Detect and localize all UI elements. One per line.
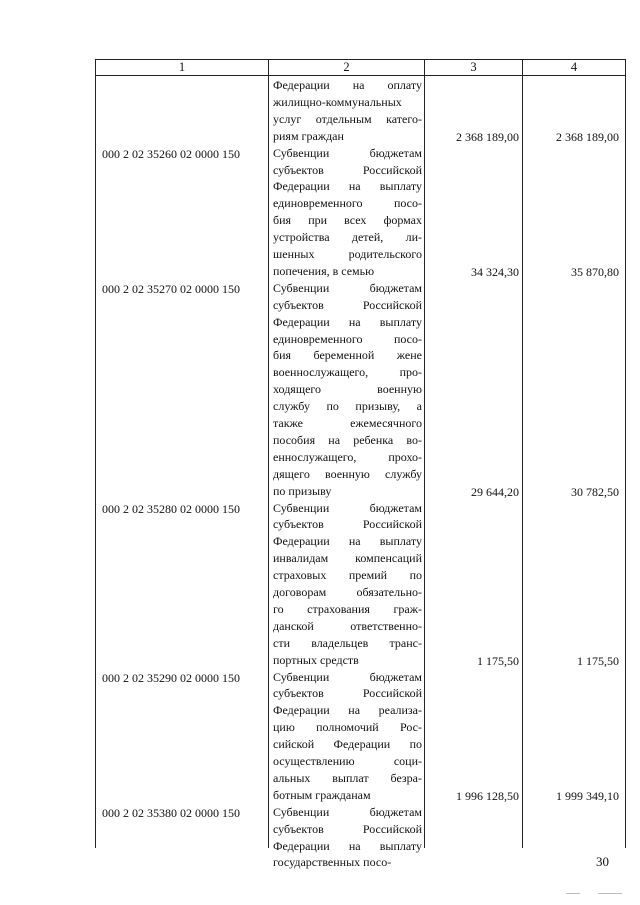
row-2-description [273,500,422,669]
value-col-3: 34 324,30 [471,264,519,279]
description-line: альных выплат безра- [273,770,422,785]
description-line: Федерации на выплату [273,838,422,853]
description-line: Субвенции бюджетам [273,145,422,160]
description-line: Федерации на выплату [273,314,422,329]
column-header-1: 1 [178,60,186,74]
description-line: цию полномочий Рос- [273,720,422,735]
continuation-description [273,77,422,145]
description-line: Субвенции бюджетам [273,280,422,295]
description-line: субъектов Российской [273,162,422,177]
description-line: жилищно-коммунальных [273,94,402,109]
value-col-4: 1 175,50 [577,653,619,668]
description-line: субъектов Российской [273,517,422,532]
value-col-4: 2 368 189,00 [556,129,619,144]
description-line: бия беременной жене [273,348,422,363]
description-line: службу по призыву, а [273,399,422,414]
value-col-4: 30 782,50 [571,484,619,499]
description-line: государственных посо- [273,855,392,870]
description-line: данской ответственно- [273,618,422,633]
description-line: по призыву [273,483,332,498]
description-line: ходящего военную [273,382,422,397]
description-line: устройства детей, ли- [273,230,422,245]
description-line: сти владельцев транс- [273,635,422,650]
description-line: Федерации на выплату [273,179,422,194]
value-col-3: 1 996 128,50 [456,788,519,803]
budget-code: 000 2 02 35280 02 0000 150 [102,501,240,516]
value-col-4: 1 999 349,10 [556,788,619,803]
description-line: субъектов Российской [273,297,422,312]
scan-mark [598,893,622,894]
budget-code: 000 2 02 35380 02 0000 150 [102,805,240,820]
column-divider [424,60,425,848]
column-divider [268,60,269,848]
description-line: дящего военную службу [273,466,422,481]
budget-code: 000 2 02 35290 02 0000 150 [102,670,240,685]
description-line: также ежемесячного [273,416,422,431]
description-line: единовременного посо- [273,196,422,211]
description-line: военнослужащего, про- [273,365,422,380]
value-col-3: 2 368 189,00 [456,129,519,144]
value-col-3: 1 175,50 [477,653,519,668]
scan-mark [566,893,580,894]
description-line: единовременного посо- [273,331,422,346]
description-line: го страхования граж- [273,601,422,616]
column-header-2: 2 [343,60,350,74]
description-line: попечения, в семью [273,263,375,278]
row-3-description [273,669,422,804]
column-header-4: 4 [570,60,578,74]
description-line: ботным гражданам [273,787,371,802]
description-line: портных средств [273,652,359,667]
row-1-description [273,280,422,500]
value-col-3: 29 644,20 [471,484,519,499]
description-line: осуществлению соци- [273,754,422,769]
column-divider [522,60,523,848]
page-number: 30 [596,854,609,869]
description-line: договорам обязательно- [273,585,422,600]
description-line: Федерации на оплату [273,78,422,92]
column-divider [625,60,626,848]
description-line: бия при всех формах [273,213,422,228]
budget-code: 000 2 02 35260 02 0000 150 [102,146,240,161]
description-line: сийской Федерации по [273,737,422,752]
description-line: субъектов Российской [273,821,422,836]
budget-table [95,59,626,870]
description-line: Субвенции бюджетам [273,500,422,515]
description-line: Субвенции бюджетам [273,804,422,819]
description-line: еннослужащего, прохо- [273,449,422,464]
description-line: страховых премий по [273,568,422,583]
budget-code: 000 2 02 35270 02 0000 150 [102,281,240,296]
description-line: Федерации на реализа- [273,703,422,718]
row-4-description [273,804,422,872]
description-line: шенных родительского [273,247,422,262]
description-line: услуг отдельным катего- [273,111,422,126]
value-col-4: 35 870,80 [571,264,619,279]
description-line: риям граждан [273,128,344,143]
description-line: пособия на ребенка во- [273,432,422,447]
description-line: Федерации на выплату [273,534,422,549]
row-0-description [273,145,422,280]
description-line: субъектов Российской [273,686,422,701]
description-line: Субвенции бюджетам [273,669,422,684]
header-divider [96,75,626,76]
column-header-3: 3 [470,60,477,74]
description-line: инвалидам компенсаций [273,551,422,566]
